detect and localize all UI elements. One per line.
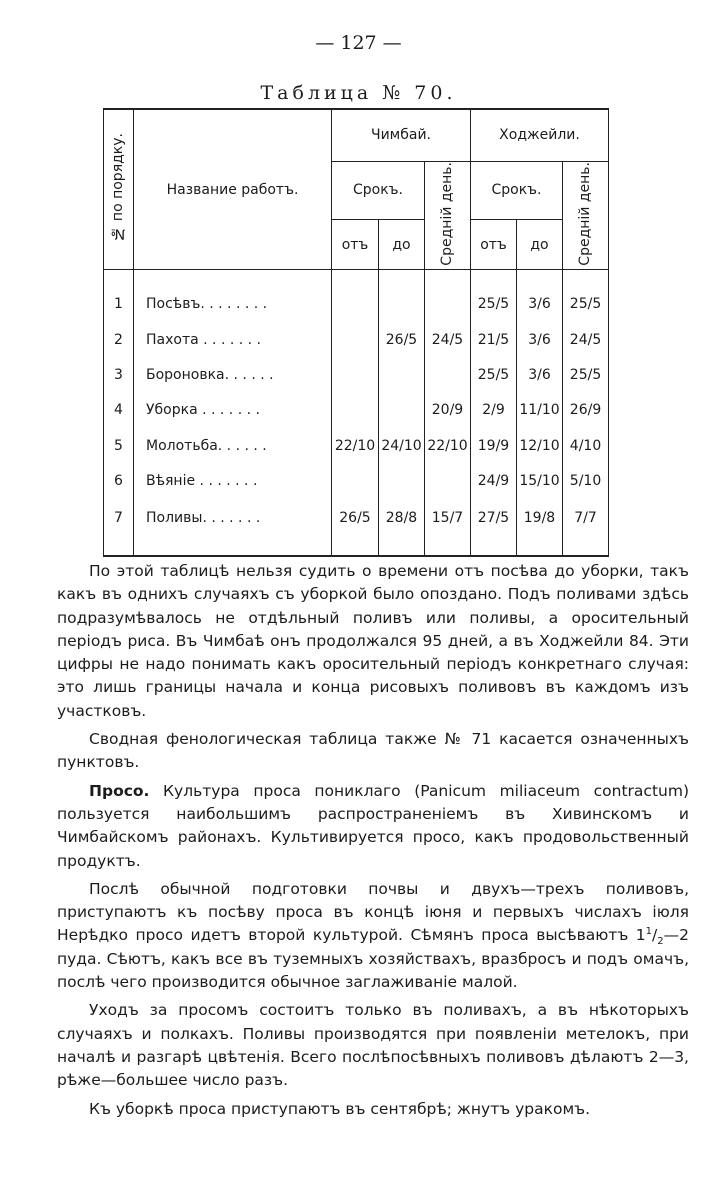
body-text — [57, 560, 689, 1126]
cell-chimbai-from: 22/10 — [332, 428, 379, 463]
cell-chimbai-to — [379, 393, 425, 428]
cell-name: Уборка . . . . . . . — [134, 393, 332, 428]
cell-chimbai-mean — [425, 463, 471, 498]
cell-khodzheili-from: 27/5 — [471, 499, 517, 538]
header-chimbai: Чимбай. — [332, 109, 471, 161]
header-chimbai-from: отъ — [332, 220, 379, 270]
cell-khodzheili-to: 15/10 — [517, 463, 563, 498]
table-row — [104, 499, 609, 538]
paragraph: Къ уборкѣ проса приступаютъ въ сентябрѣ; жнутъ уракомъ. — [89, 1099, 591, 1118]
works-table — [103, 108, 609, 557]
cell-khodzheili-mean: 7/7 — [563, 499, 609, 538]
table-row — [104, 357, 609, 392]
cell-khodzheili-mean: 25/5 — [563, 357, 609, 392]
cell-name: Молотьба. . . . . . — [134, 428, 332, 463]
header-chimbai-term: Срокъ. — [332, 161, 425, 220]
cell-chimbai-to — [379, 287, 425, 322]
cell-index: 3 — [104, 357, 134, 392]
cell-chimbai-mean: 22/10 — [425, 428, 471, 463]
header-chimbai-to: до — [379, 220, 425, 270]
header-khodzheili: Ходжейли. — [471, 109, 609, 161]
paragraph: Просо. Культура проса пониклаго (Panicum miliaceum contractum) пользуется наибольшимъ распространеніемъ въ Хивинскомъ и Чимбайскомъ районахъ. Культивируется просо, какъ продовольственный продуктъ. — [57, 781, 689, 870]
cell-name: Бороновка. . . . . . — [134, 357, 332, 392]
cell-chimbai-to: 24/10 — [379, 428, 425, 463]
cell-chimbai-mean — [425, 287, 471, 322]
cell-chimbai-to: 26/5 — [379, 322, 425, 357]
header-khodzheili-term: Срокъ. — [471, 161, 563, 220]
header-khodzheili-from: отъ — [471, 220, 517, 270]
cell-khodzheili-to: 11/10 — [517, 393, 563, 428]
cell-chimbai-to — [379, 357, 425, 392]
cell-khodzheili-from: 21/5 — [471, 322, 517, 357]
paragraph: Сводная фенологическая таблица также № 71 касается означенныхъ пунктовъ. — [57, 730, 689, 772]
cell-name: Пахота . . . . . . . — [134, 322, 332, 357]
table-row — [104, 287, 609, 322]
cell-chimbai-from — [332, 463, 379, 498]
cell-chimbai-from: 26/5 — [332, 499, 379, 538]
page-number: — 127 — — [315, 32, 402, 54]
header-khodzheili-to: до — [517, 220, 563, 270]
cell-khodzheili-mean: 4/10 — [563, 428, 609, 463]
header-index: № по порядку. — [104, 109, 134, 270]
table-row — [104, 428, 609, 463]
cell-chimbai-from — [332, 393, 379, 428]
cell-khodzheili-mean: 24/5 — [563, 322, 609, 357]
cell-chimbai-from — [332, 322, 379, 357]
cell-khodzheili-mean: 5/10 — [563, 463, 609, 498]
cell-name: Поливы. . . . . . . — [134, 499, 332, 538]
cell-index: 5 — [104, 428, 134, 463]
cell-chimbai-to: 28/8 — [379, 499, 425, 538]
cell-index: 6 — [104, 463, 134, 498]
paragraph: По этой таблицѣ нельзя судить о времени отъ посѣва до уборки, такъ какъ въ однихъ случаяхъ съ уборкой было опоздано. Подъ поливами здѣсь подразумѣвалось не отдѣльный поливъ или поливы, а оросительный періодъ риса. Въ Чимбаѣ онъ продолжался 95 дней, а въ Ходжейли 84. Эти цифры не надо понимать какъ оросительный періодъ конкретнаго случая: это лишь границы начала и конца рисовыхъ поливовъ въ каждомъ изъ участковъ. — [57, 562, 689, 720]
paragraph: Уходъ за просомъ состоитъ только въ поливахъ, а въ нѣкоторыхъ случаяхъ и полкахъ. Поливы производятся при появленіи метелокъ, при началѣ и разгарѣ цвѣтенія. Всего послѣпосѣвныхъ поливовъ дѣлаютъ 2—3, рѣже—большее число разъ. — [57, 1001, 689, 1090]
cell-khodzheili-to: 3/6 — [517, 287, 563, 322]
table-row — [104, 393, 609, 428]
cell-index: 4 — [104, 393, 134, 428]
header-khodzheili-mean: Средній день. — [563, 161, 609, 270]
section-heading: Просо. — [89, 781, 150, 800]
cell-khodzheili-to: 3/6 — [517, 322, 563, 357]
paragraph: Послѣ обычной подготовки почвы и двухъ—трехъ поливовъ, приступаютъ къ посѣву проса въ концѣ іюня и первыхъ числахъ іюля Нерѣдко просо идетъ второй культурой. Сѣмянъ проса высѣваютъ $1^1/_2—2$ пуда. Сѣютъ, какъ все въ туземныхъ хозяйствахъ, вразбросъ и подъ омачъ, послѣ чего производится обычное заглаживаніе малой. — [57, 879, 689, 992]
cell-khodzheili-from: 25/5 — [471, 287, 517, 322]
cell-chimbai-from — [332, 287, 379, 322]
cell-chimbai-to — [379, 463, 425, 498]
cell-chimbai-mean: 24/5 — [425, 322, 471, 357]
cell-chimbai-mean: 15/7 — [425, 499, 471, 538]
cell-index: 2 — [104, 322, 134, 357]
cell-chimbai-from — [332, 357, 379, 392]
cell-khodzheili-to: 12/10 — [517, 428, 563, 463]
table-caption: Таблица № 70. — [260, 82, 457, 104]
cell-khodzheili-to: 19/8 — [517, 499, 563, 538]
table-row — [104, 463, 609, 498]
cell-name: Посѣвъ. . . . . . . . — [134, 287, 332, 322]
header-chimbai-mean: Средній день. — [425, 161, 471, 270]
cell-name: Вѣяніе . . . . . . . — [134, 463, 332, 498]
cell-khodzheili-from: 25/5 — [471, 357, 517, 392]
cell-khodzheili-from: 19/9 — [471, 428, 517, 463]
table-row — [104, 322, 609, 357]
cell-khodzheili-to: 3/6 — [517, 357, 563, 392]
cell-khodzheili-mean: 25/5 — [563, 287, 609, 322]
header-work-name: Название работъ. — [134, 109, 332, 270]
cell-index: 1 — [104, 287, 134, 322]
cell-khodzheili-from: 2/9 — [471, 393, 517, 428]
cell-index: 7 — [104, 499, 134, 538]
cell-khodzheili-from: 24/9 — [471, 463, 517, 498]
cell-khodzheili-mean: 26/9 — [563, 393, 609, 428]
cell-chimbai-mean — [425, 357, 471, 392]
cell-chimbai-mean: 20/9 — [425, 393, 471, 428]
